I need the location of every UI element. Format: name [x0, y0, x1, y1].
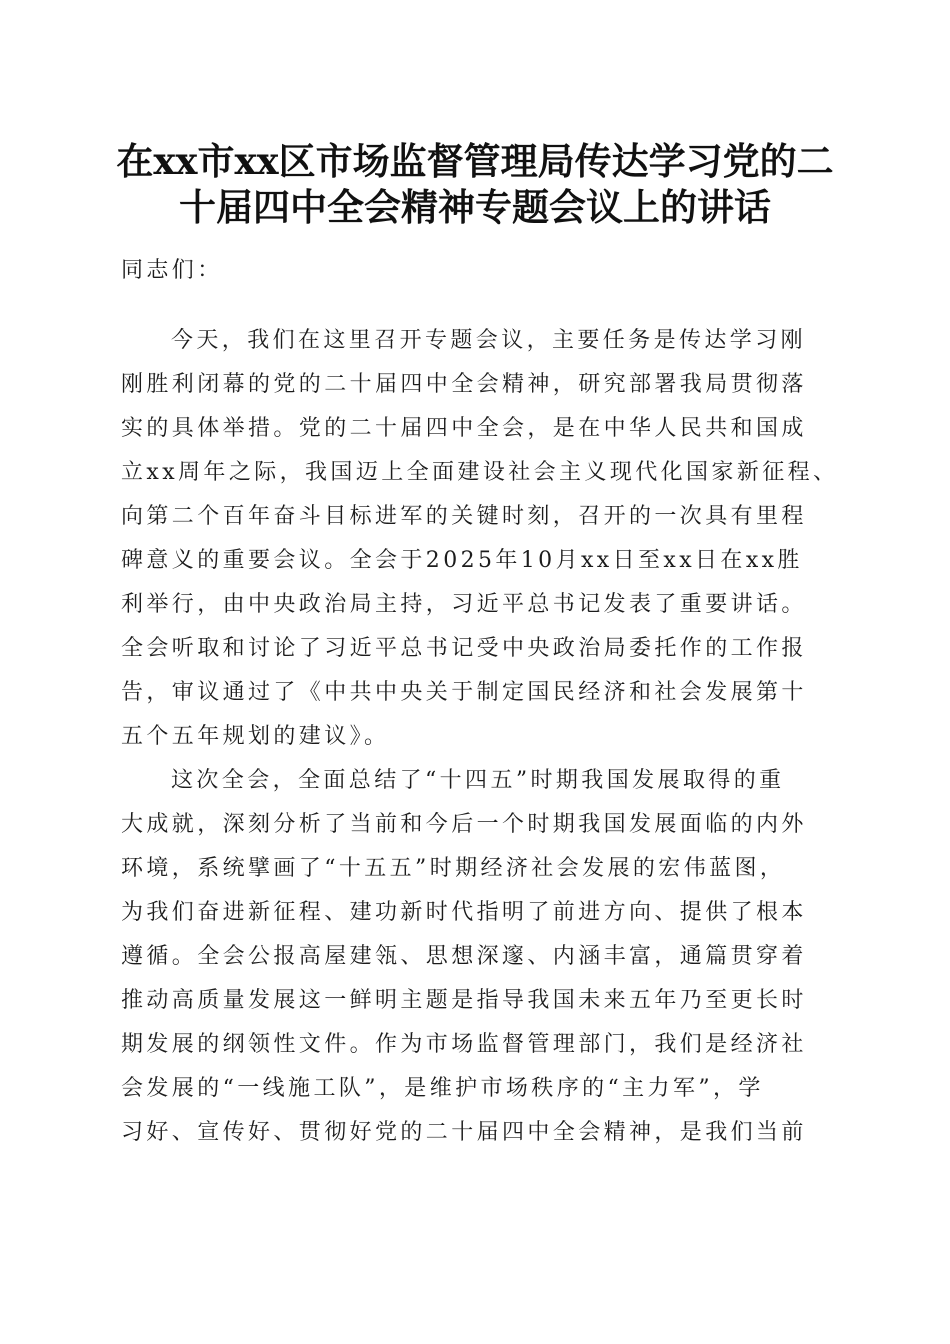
paragraph-1-line: 立xx周年之际，我国迈上全面建设社会主义现代化国家新征程、 — [121, 460, 839, 485]
paragraph-1-line: 实的具体举措。党的二十届四中全会，是在中华人民共和国成 — [121, 416, 807, 441]
paragraph-1-line: 向第二个百年奋斗目标进军的关键时刻，召开的一次具有里程 — [121, 504, 807, 529]
paragraph-1-line: 五个五年规划的建议》。 — [121, 724, 390, 749]
paragraph-2-line: 这次全会，全面总结了“十四五”时期我国发展取得的重 — [171, 768, 785, 793]
paragraph-2-line: 遵循。全会公报高屋建瓴、思想深邃、内涵丰富，通篇贯穿着 — [121, 944, 807, 969]
paragraph-1-line: 今天，我们在这里召开专题会议，主要任务是传达学习刚 — [171, 328, 807, 353]
paragraph-1-line: 刚胜利闭幕的党的二十届四中全会精神，研究部署我局贯彻落 — [121, 372, 807, 397]
paragraph-1-line: 告，审议通过了《中共中央关于制定国民经济和社会发展第十 — [121, 680, 807, 705]
paragraph-1-line: 全会听取和讨论了习近平总书记受中央政治局委托作的工作报 — [121, 636, 807, 661]
document-title-line-2: 十届四中全会精神专题会议上的讲话 — [179, 185, 771, 229]
paragraph-2-line: 推动高质量发展这一鲜明主题是指导我国未来五年乃至更长时 — [121, 988, 807, 1013]
paragraph-2-line: 期发展的纲领性文件。作为市场监督管理部门，我们是经济社 — [121, 1032, 807, 1057]
paragraph-2-line: 环境，系统擘画了“十五五”时期经济社会发展的宏伟蓝图， — [121, 856, 786, 881]
paragraph-2-line: 习好、宣传好、贯彻好党的二十届四中全会精神，是我们当前 — [121, 1120, 807, 1145]
document-title-line-1: 在xx市xx区市场监督管理局传达学习党的二 — [116, 139, 834, 183]
paragraph-2-line: 为我们奋进新征程、建功新时代指明了前进方向、提供了根本 — [121, 900, 807, 925]
salutation: 同志们： — [121, 258, 223, 283]
paragraph-2-line: 会发展的“一线施工队”，是维护市场秩序的“主力军”，学 — [121, 1076, 764, 1101]
paragraph-2-line: 大成就，深刻分析了当前和今后一个时期我国发展面临的内外 — [121, 812, 807, 837]
paragraph-1-line: 碑意义的重要会议。全会于2025年10月xx日至xx日在xx胜 — [121, 548, 803, 573]
paragraph-1-line: 利举行，由中央政治局主持，习近平总书记发表了重要讲话。 — [121, 592, 807, 617]
